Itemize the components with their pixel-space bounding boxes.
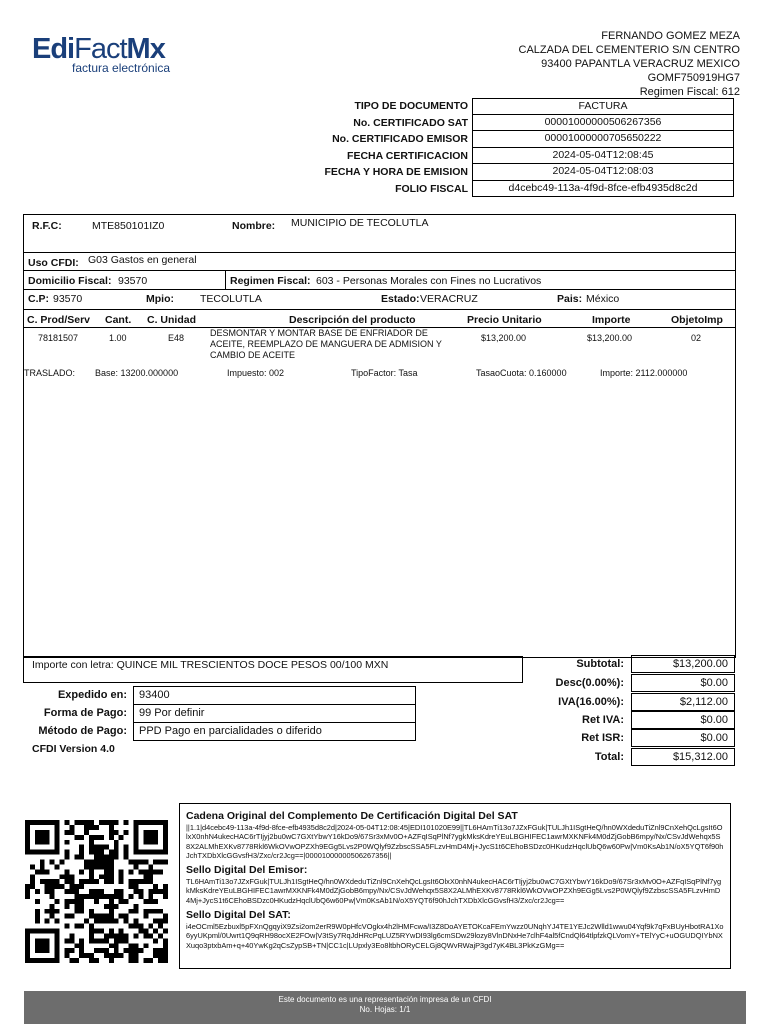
- col-header-objeto: ObjetoImp: [671, 314, 723, 326]
- uso-cfdi: G03 Gastos en general: [88, 254, 197, 266]
- docinfo-label: No. CERTIFICADO SAT: [353, 116, 468, 129]
- docinfo-row: [200, 131, 734, 148]
- document-info-table: [200, 98, 734, 197]
- divider: [24, 270, 735, 271]
- docinfo-label: FECHA CERTIFICACION: [347, 149, 468, 162]
- qr-code: [25, 820, 168, 968]
- cadena-text: ||1.1|d4cebc49-113a-4f9d-8fce-efb4935d8c2d|2024-05-04T12:08:45|EDI101020E99||TL6HAmTi13o7JZxFGuk|TULJh1ISgtHeQ/hn0WXdeduTiZnl9CnXehQcLgsIt6OlxX0nhN4ukecHAC6rTIjyj2bu0wC7GXtYbwY16kDo9/67Sr3xMv0O+AZFqISqPlNf7ygkMksKdreYEuLBGHIFEC1awrMXKNFk4M0dZjGobB6mpy/Nx/CSvJdWehqx5S8X2ALMhEXKv8778Rkl6WkOVwOPZXh9EGg5Lvs2P0WQlyf9ZzbscSSA5FLzvHmD4Mj+JycS1t6CEhoBSDzc0HKudzHqclUbQ6w60Pw|Vm0KsAb1N/oX5YQT6f90hJchTXDbXlcGGvsfH3/Zxc/cr2Jcg==|00001000000506267356||: [186, 823, 724, 860]
- pais-label: Pais:: [557, 293, 583, 305]
- mpio-label: Mpio:: [146, 293, 174, 305]
- divider: [225, 270, 226, 289]
- sello-emisor-title: Sello Digital Del Emisor:: [186, 864, 308, 877]
- docinfo-label: FOLIO FISCAL: [395, 182, 468, 195]
- metodo-pago-value: PPD Pago en parcialidades o diferido: [133, 722, 416, 741]
- logo-part-mx: Mx: [126, 33, 165, 65]
- regimen-label: Regimen Fiscal:: [230, 275, 311, 287]
- docinfo-value: 00001000000506267356: [472, 115, 734, 132]
- receptor-rfc: MTE850101IZ0: [92, 220, 165, 232]
- issuer-regimen: Regimen Fiscal: 612: [639, 86, 740, 98]
- metodo-pago-label: Método de Pago:: [38, 725, 127, 737]
- receptor-items-box: [23, 214, 736, 658]
- issuer-name: FERNANDO GOMEZ MEZA: [601, 30, 740, 42]
- rfc-label: R.F.C:: [32, 220, 62, 232]
- estado-label: Estado:: [381, 293, 420, 305]
- receptor-nombre: MUNICIPIO DE TECOLUTLA: [291, 217, 429, 229]
- cfdi-version: CFDI Version 4.0: [32, 743, 115, 755]
- docinfo-row: [200, 115, 734, 132]
- cp-label: C.P:: [28, 293, 49, 305]
- docinfo-value: 2024-05-04T12:08:03: [472, 164, 734, 181]
- issuer-block: [519, 29, 740, 99]
- sello-sat-title: Sello Digital Del SAT:: [186, 909, 291, 922]
- stamps-box: [179, 803, 731, 969]
- expedido-label: Expedido en:: [57, 689, 127, 701]
- docinfo-row: [200, 181, 734, 198]
- footer-line-1: Este documento es una representación impresa de un CFDI: [278, 995, 492, 1004]
- docinfo-value: 2024-05-04T12:08:45: [472, 148, 734, 165]
- total-value: $15,312.00: [631, 748, 735, 766]
- docinfo-row: [200, 98, 734, 115]
- subtotal-label: Subtotal:: [576, 658, 624, 670]
- traslado-base: Base: 13200.000000: [95, 368, 179, 378]
- estado: VERACRUZ: [420, 293, 478, 305]
- col-header-importe: Importe: [592, 314, 631, 326]
- expedido-value: 93400: [133, 686, 416, 705]
- ret-isr-label: Ret ISR:: [581, 732, 624, 744]
- company-logo: [32, 34, 192, 78]
- forma-pago-value: 99 Por definir: [133, 704, 416, 723]
- importe-con-letra: Importe con letra: QUINCE MIL TRESCIENTOS DOCE PESOS 00/100 MXN: [32, 659, 389, 671]
- divider: [24, 309, 735, 310]
- regimen-fiscal: 603 - Personas Morales con Fines no Lucrativos: [316, 275, 542, 287]
- ret-iva-label: Ret IVA:: [582, 714, 624, 726]
- item-cant: 1.00: [109, 333, 127, 343]
- domicilio-label: Domicilio Fiscal:: [28, 275, 112, 287]
- issuer-address-1: CALZADA DEL CEMENTERIO S/N CENTRO: [518, 44, 740, 56]
- docinfo-value: 00001000000705650222: [472, 131, 734, 148]
- traslado-impuesto: Impuesto: 002: [227, 368, 285, 378]
- item-unidad: E48: [168, 333, 185, 343]
- iva-value: $2,112.00: [631, 693, 735, 711]
- item-clave: 78181507: [38, 333, 79, 343]
- total-label: Total:: [594, 751, 624, 763]
- cadena-title: Cadena Original del Complemento De Certificación Digital Del SAT: [186, 810, 518, 822]
- col-header-cant: Cant.: [105, 314, 132, 326]
- col-header-unidad: C. Unidad: [147, 314, 196, 326]
- descuento-value: $0.00: [631, 674, 735, 692]
- item-objeto: 02: [691, 333, 702, 343]
- footer-bar: [24, 991, 746, 1024]
- issuer-rfc: GOMF750919HG7: [647, 72, 740, 84]
- divider: [24, 289, 735, 290]
- docinfo-label: TIPO DE DOCUMENTO: [354, 100, 468, 113]
- item-descripcion: DESMONTAR Y MONTAR BASE DE ENFRIADOR DE ACEITE, REEMPLAZO DE MANGUERA DE ADMISION Y CAMBIO DE ACEITE: [210, 328, 442, 360]
- docinfo-value: FACTURA: [472, 98, 734, 115]
- docinfo-row: [200, 148, 734, 165]
- forma-pago-label: Forma de Pago:: [43, 707, 127, 719]
- ret-isr-value: $0.00: [631, 729, 735, 747]
- col-header-clave: C. Prod/Serv: [27, 314, 91, 326]
- issuer-address-2: 93400 PAPANTLA VERACRUZ MEXICO: [541, 58, 740, 70]
- domicilio-fiscal: 93570: [118, 275, 148, 287]
- nombre-label: Nombre:: [232, 220, 276, 232]
- sello-emisor-text: TL6HAmTi13o7JZxFGuk|TULJh1ISgtHeQ/hn0WXdeduTiZnl9CnXehQcLgsIt6OlxX0nhN4ukecHAC6rTIjyj2bu0wC7GXtYbwY16kDo9/67Sr3xMv0O+AZFqISqPlNf7ygkMksKdreYEuLBGHIFEC1awrMXKNFk4M0dZjGobB6mpy/Nx/CSvJdWehqx5S8X2ALMhEXKv8778Rkl6WkOVwOPZXh9EGg5Lvs2P0WQlyf9ZzbscSSA5FLzvHmD4Mj+JycS1t6CEhoBSDzc0HKudzHqclUbQ6w60Pw|Vm0KsAb1N/oX5YQT6f90hJchTXDbXlcGGvsfH3/Zxc/cr2Jcg==: [186, 877, 722, 905]
- sello-sat-text: i4eOCml5Ezbuxl5pFXnQgqyiX9Zsi2om2erR9W0pHfcVOgkx4h2lHMFcwa/I3Z8DoAYETOKcaFEmYwzz0UNqhYJ4TE1YEJc2Wlld1wwu04Yqf9k7qFxBUyHbotRA1Xo6yyUKpml/0Uwrt1Q9qRH98ocXE2FOw|V3tSy7RqJdHRcPqLUZ5RYwDI93lg6cmSDw29lozy8VlnDNxHe7clhF4al5fCndQl64tlpfzkQLVomY+TElYyC+uOGUDQIYbNXXuqo3ptxbAm+q+40YwKg2qCsZypSB+TN|CC1c|LUpxly3Eo8ltbhORyCELGj8QWvRWajP3gd7yK4BL3PkKzGMg==: [186, 922, 724, 950]
- importe-con-letra-box: [23, 656, 523, 683]
- uso-cfdi-label: Uso CFDI:: [28, 257, 79, 269]
- item-precio: $13,200.00: [481, 333, 527, 343]
- pais: México: [586, 293, 620, 305]
- docinfo-label: No. CERTIFICADO EMISOR: [332, 133, 468, 146]
- ret-iva-value: $0.00: [631, 711, 735, 729]
- item-importe: $13,200.00: [587, 333, 633, 343]
- logo-part-edi: Edi: [32, 33, 75, 65]
- footer-line-2: No. Hojas: 1/1: [359, 1005, 411, 1014]
- docinfo-value: d4cebc49-113a-4f9d-8fce-efb4935d8c2d: [472, 181, 734, 198]
- divider: [24, 252, 735, 253]
- traslado-tasa: TasaoCuota: 0.160000: [476, 368, 567, 378]
- descuento-label: Desc(0.00%):: [555, 677, 624, 689]
- docinfo-row: [200, 164, 734, 181]
- codigo-postal: 93570: [53, 293, 83, 305]
- logo-tagline: factura electrónica: [72, 61, 171, 75]
- traslado-label: TRASLADO:: [24, 368, 76, 378]
- col-header-desc: Descripción del producto: [289, 314, 416, 326]
- traslado-importe: Importe: 2112.000000: [600, 368, 688, 378]
- col-header-precio: Precio Unitario: [467, 314, 542, 326]
- iva-label: IVA(16.00%):: [558, 696, 624, 708]
- traslado-tipo: TipoFactor: Tasa: [351, 368, 418, 378]
- logo-part-fact: Fact: [74, 33, 127, 65]
- docinfo-label: FECHA Y HORA DE EMISION: [324, 166, 468, 179]
- municipio: TECOLUTLA: [200, 293, 262, 305]
- subtotal-value: $13,200.00: [631, 655, 735, 673]
